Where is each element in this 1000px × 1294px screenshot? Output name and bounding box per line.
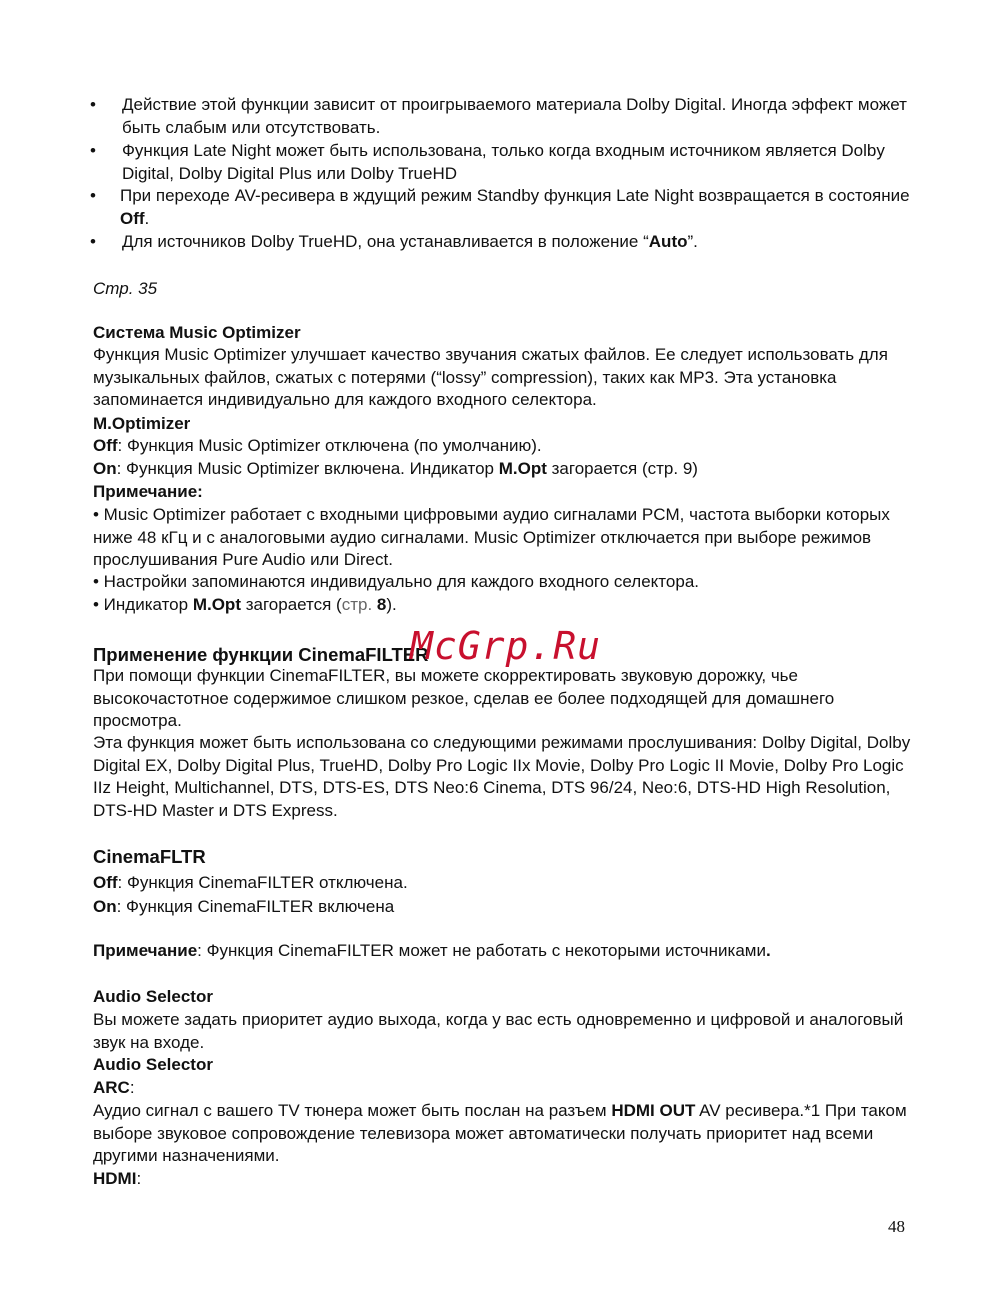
bullet-text: Действие этой функции зависит от проигрываемого материала Dolby Digital. Иногда эффект может быть слабым или отсутствовать. [122,95,907,137]
bullet-icon: • [90,186,96,205]
option-on: On: Функция Music Optimizer включена. Индикатор M.Opt загорается (стр. 9) [93,459,698,478]
setting-title-m-optimizer: M.Optimizer [93,414,191,433]
section-title-music-optimizer: Система Music Optimizer [93,323,301,342]
bullet-text: При переходе AV-ресивера в ждущий режим Standby функция Late Night возвращается в состояние Off. [120,186,910,228]
option-off: Off: Функция CinemaFILTER отключена. [93,873,408,892]
bullet-icon: • [90,232,96,251]
setting-title-audio-selector: Audio Selector [93,1055,213,1074]
bullet-icon: • [90,95,96,114]
note-item: • Настройки запоминаются индивидуально для каждого входного селектора. [93,572,699,591]
note-title: Примечание: [93,482,203,501]
note-item: • Music Optimizer работает с входными цифровыми аудио сигналами PCM, частота выборки которых ниже 48 кГц и с аналоговыми аудио сигналами. Music Optimizer отключается при выборе режимов прослушивания Pure Audio или Direct. [93,505,890,569]
section-title-audio-selector: Audio Selector [93,987,213,1006]
watermark: McGrp.Ru [410,624,602,668]
music-optimizer-intro: Функция Music Optimizer улучшает качество звучания сжатых файлов. Ее следует использовать для музыкальных файлов, сжатых с потерями (“lossy” compression), таких как MP3. Эта установка запоминается индивидуально для каждого входного селектора. [93,345,888,409]
option-on: On: Функция CinemaFILTER включена [93,897,395,916]
bullet-text: Функция Late Night может быть использована, только когда входным источником является Dolby Digital, Dolby Digital Plus или Dolby TrueHD [122,141,885,183]
option-off: Off: Функция Music Optimizer отключена (по умолчанию). [93,436,542,455]
option-arc-description: Аудио сигнал с вашего TV тюнера может быть послан на разъем HDMI OUT AV ресивера.*1 При таком выборе звуковое сопровождение телевизора может автоматически получать приоритет над всеми другими назначениями. [93,1101,907,1165]
option-arc: ARC: [93,1078,135,1097]
cinemafilter-modes: Эта функция может быть использована со следующими режимами прослушивания: Dolby Digital, Dolby Digital EX, Dolby Digital Plus, TrueHD, Dolby Pro Logic IIx Movie, Dolby Pro Logic II Movie, Dolby Pro Logic IIz Height, Multichannel, DTS, DTS-ES, DTS Neo:6 Cinema, DTS 96/24, Neo:6, DTS-HD High Resolution, DTS-HD Master и DTS Express. [93,733,911,820]
page-reference: Стр. 35 [93,279,158,298]
note-text: Примечание: Функция CinemaFILTER может не работать с некоторыми источниками. [93,941,771,960]
note-item: • Индикатор M.Opt загорается (стр. 8). [93,595,397,614]
setting-title-cinemafltr: CinemaFLTR [93,846,206,867]
audio-selector-intro: Вы можете задать приоритет аудио выхода, когда у вас есть одновременно и цифровой и аналоговый звук на входе. [93,1010,904,1052]
bullet-icon: • [90,141,96,160]
cinemafilter-intro: При помощи функции CinemaFILTER, вы можете скорректировать звуковую дорожку, чье высокочастотное содержимое слишком резкое, сделав ее более подходящей для домашнего просмотра. [93,666,835,730]
page-number: 48 [888,1217,905,1236]
bullet-text: Для источников Dolby TrueHD, она устанавливается в положение “Auto”. [122,232,698,251]
option-hdmi: HDMI: [93,1169,142,1188]
section-title-cinemafilter: Применение функции CinemaFILTER [93,644,429,665]
